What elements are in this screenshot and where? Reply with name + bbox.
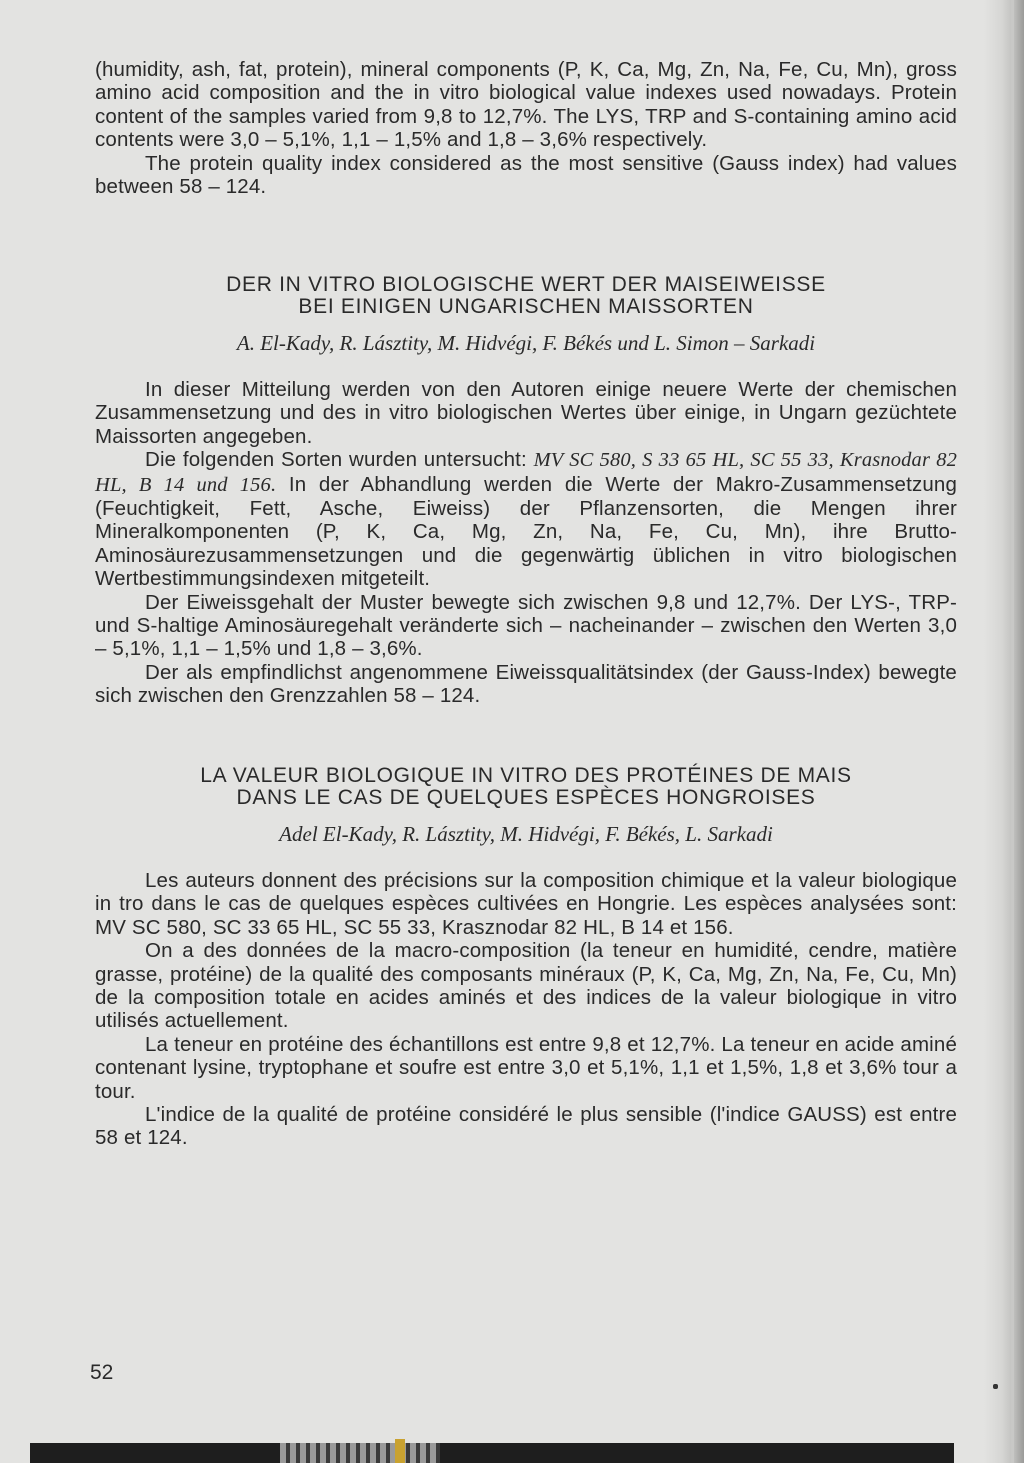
french-para-3: La teneur en protéine des échantillons est entre 9,8 et 12,7%. La teneur en acide aminé contenant lysine, tryptophane et soufre est entre 3,0 et 5,1%, 1,1 et 1,5%, 1,8 et 3,6% tour a tour. <box>95 1032 957 1103</box>
french-authors: Adel El-Kady, R. Lásztity, M. Hidvégi, F. Békés, L. Sarkadi <box>279 822 773 846</box>
bottom-binding-strip <box>30 1443 954 1463</box>
stray-mark <box>993 1384 998 1389</box>
french-para-1: Les auteurs donnent des précisions sur la composition chimique et la valeur biologique in tro dans le cas de quelques espèces cultivées en Hongrie. Les espèces analysées sont: MV SC 580, SC 33 65 HL, SC 55 33, Krasznodar 82 HL, B 14 et 156. <box>95 869 957 939</box>
page-edge-line <box>1011 0 1014 1463</box>
english-summary <box>95 58 957 198</box>
english-para-1: (humidity, ash, fat, protein), mineral components (P, K, Ca, Mg, Zn, Na, Fe, Cu, Mn), gross amino acid composition and the in vitro biological value indexes used nowadays. Protein content of the samples varied from 9,8 to 12,7%. The LYS, TRP and S-containing amino acid contents were 3,0 – 5,1%, 1,1 – 1,5% and 1,8 – 3,6% respectively. <box>95 58 957 152</box>
bottom-strip-texture <box>280 1443 440 1463</box>
french-abstract <box>95 869 957 1150</box>
page-edge-shadow <box>984 0 1024 1463</box>
german-title-line-2: BEI EINIGEN UNGARISCHEN MAISSORTEN <box>298 295 754 318</box>
german-para-3: Der Eiweissgehalt der Muster bewegte sich zwischen 9,8 und 12,7%. Der LYS-, TRP- und S-haltige Aminosäuregehalt veränderte sich – nacheinander – zwischen den Werten 3,0 – 5,1%, 1,1 – 1,5% und 1,8 – 3,6%. <box>95 590 957 661</box>
french-title-line-2: DANS LE CAS DE QUELQUES ESPÈCES HONGROISES <box>236 786 816 809</box>
german-para-2-lead: Die folgenden Sorten wurden untersucht: <box>145 448 534 472</box>
french-para-2: On a des données de la macro-composition (la teneur en humidité, cendre, matière grasse, protéine) de la qualité des composants minéraux (P, K, Ca, Mg, Zn, Na, Fe, Cu, Mn) de la composition totale en acides aminés et des indices de la valeur biologique in vitro utilisés actuellement. <box>95 939 957 1033</box>
french-title-line-1: LA VALEUR BIOLOGIQUE IN VITRO DES PROTÉINES DE MAIS <box>200 764 852 787</box>
german-section-heading <box>95 274 957 318</box>
german-para-2 <box>95 448 957 590</box>
english-para-2: The protein quality index considered as the most sensitive (Gauss index) had values between 58 – 124. <box>95 151 957 199</box>
german-para-4: Der als empfindlichst angenommene Eiweissqualitätsindex (der Gauss-Index) bewegte sich zwischen den Grenzzahlen 58 – 124. <box>95 660 957 708</box>
german-authors: A. El-Kady, R. Lásztity, M. Hidvégi, F. Békés und L. Simon – Sarkadi <box>236 331 816 355</box>
german-para-1: In dieser Mitteilung werden von den Autoren einige neuere Werte der chemischen Zusammensetzung und des in vitro biologischen Wertes über einige, in Ungarn gezüchtete Maissorten angegeben. <box>95 378 957 448</box>
german-varieties: MV SC 580, S 33 65 HL, SC 55 33, Krasnodar 82 HL, B 14 und 156. <box>95 449 957 496</box>
french-para-4: L'indice de la qualité de protéine considéré le plus sensible (l'indice GAUSS) est entre 58 et 124. <box>95 1103 957 1150</box>
german-para-2-rest: In der Abhandlung werden die Werte der Makro-Zusammensetzung (Feuchtigkeit, Fett, Asche, Eiweiss) der Pflanzensorten, die Mengen ihrer Mineralkomponenten (P, K, Ca, Mg, Zn, Na, Fe, Cu, Mn), ihre Brutto-Aminosäurezusammensetzungen und die gegenwärtig üblichen in vitro biologischen Wertbestimmungsindexen mitgeteilt. <box>95 472 958 591</box>
german-title-line-1: DER IN VITRO BIOLOGISCHE WERT DER MAISEIWEISSE <box>226 273 826 296</box>
page-number: 52 <box>90 1361 114 1384</box>
bottom-strip-mark <box>395 1439 405 1463</box>
german-abstract <box>95 378 957 708</box>
french-section-heading <box>95 765 957 809</box>
